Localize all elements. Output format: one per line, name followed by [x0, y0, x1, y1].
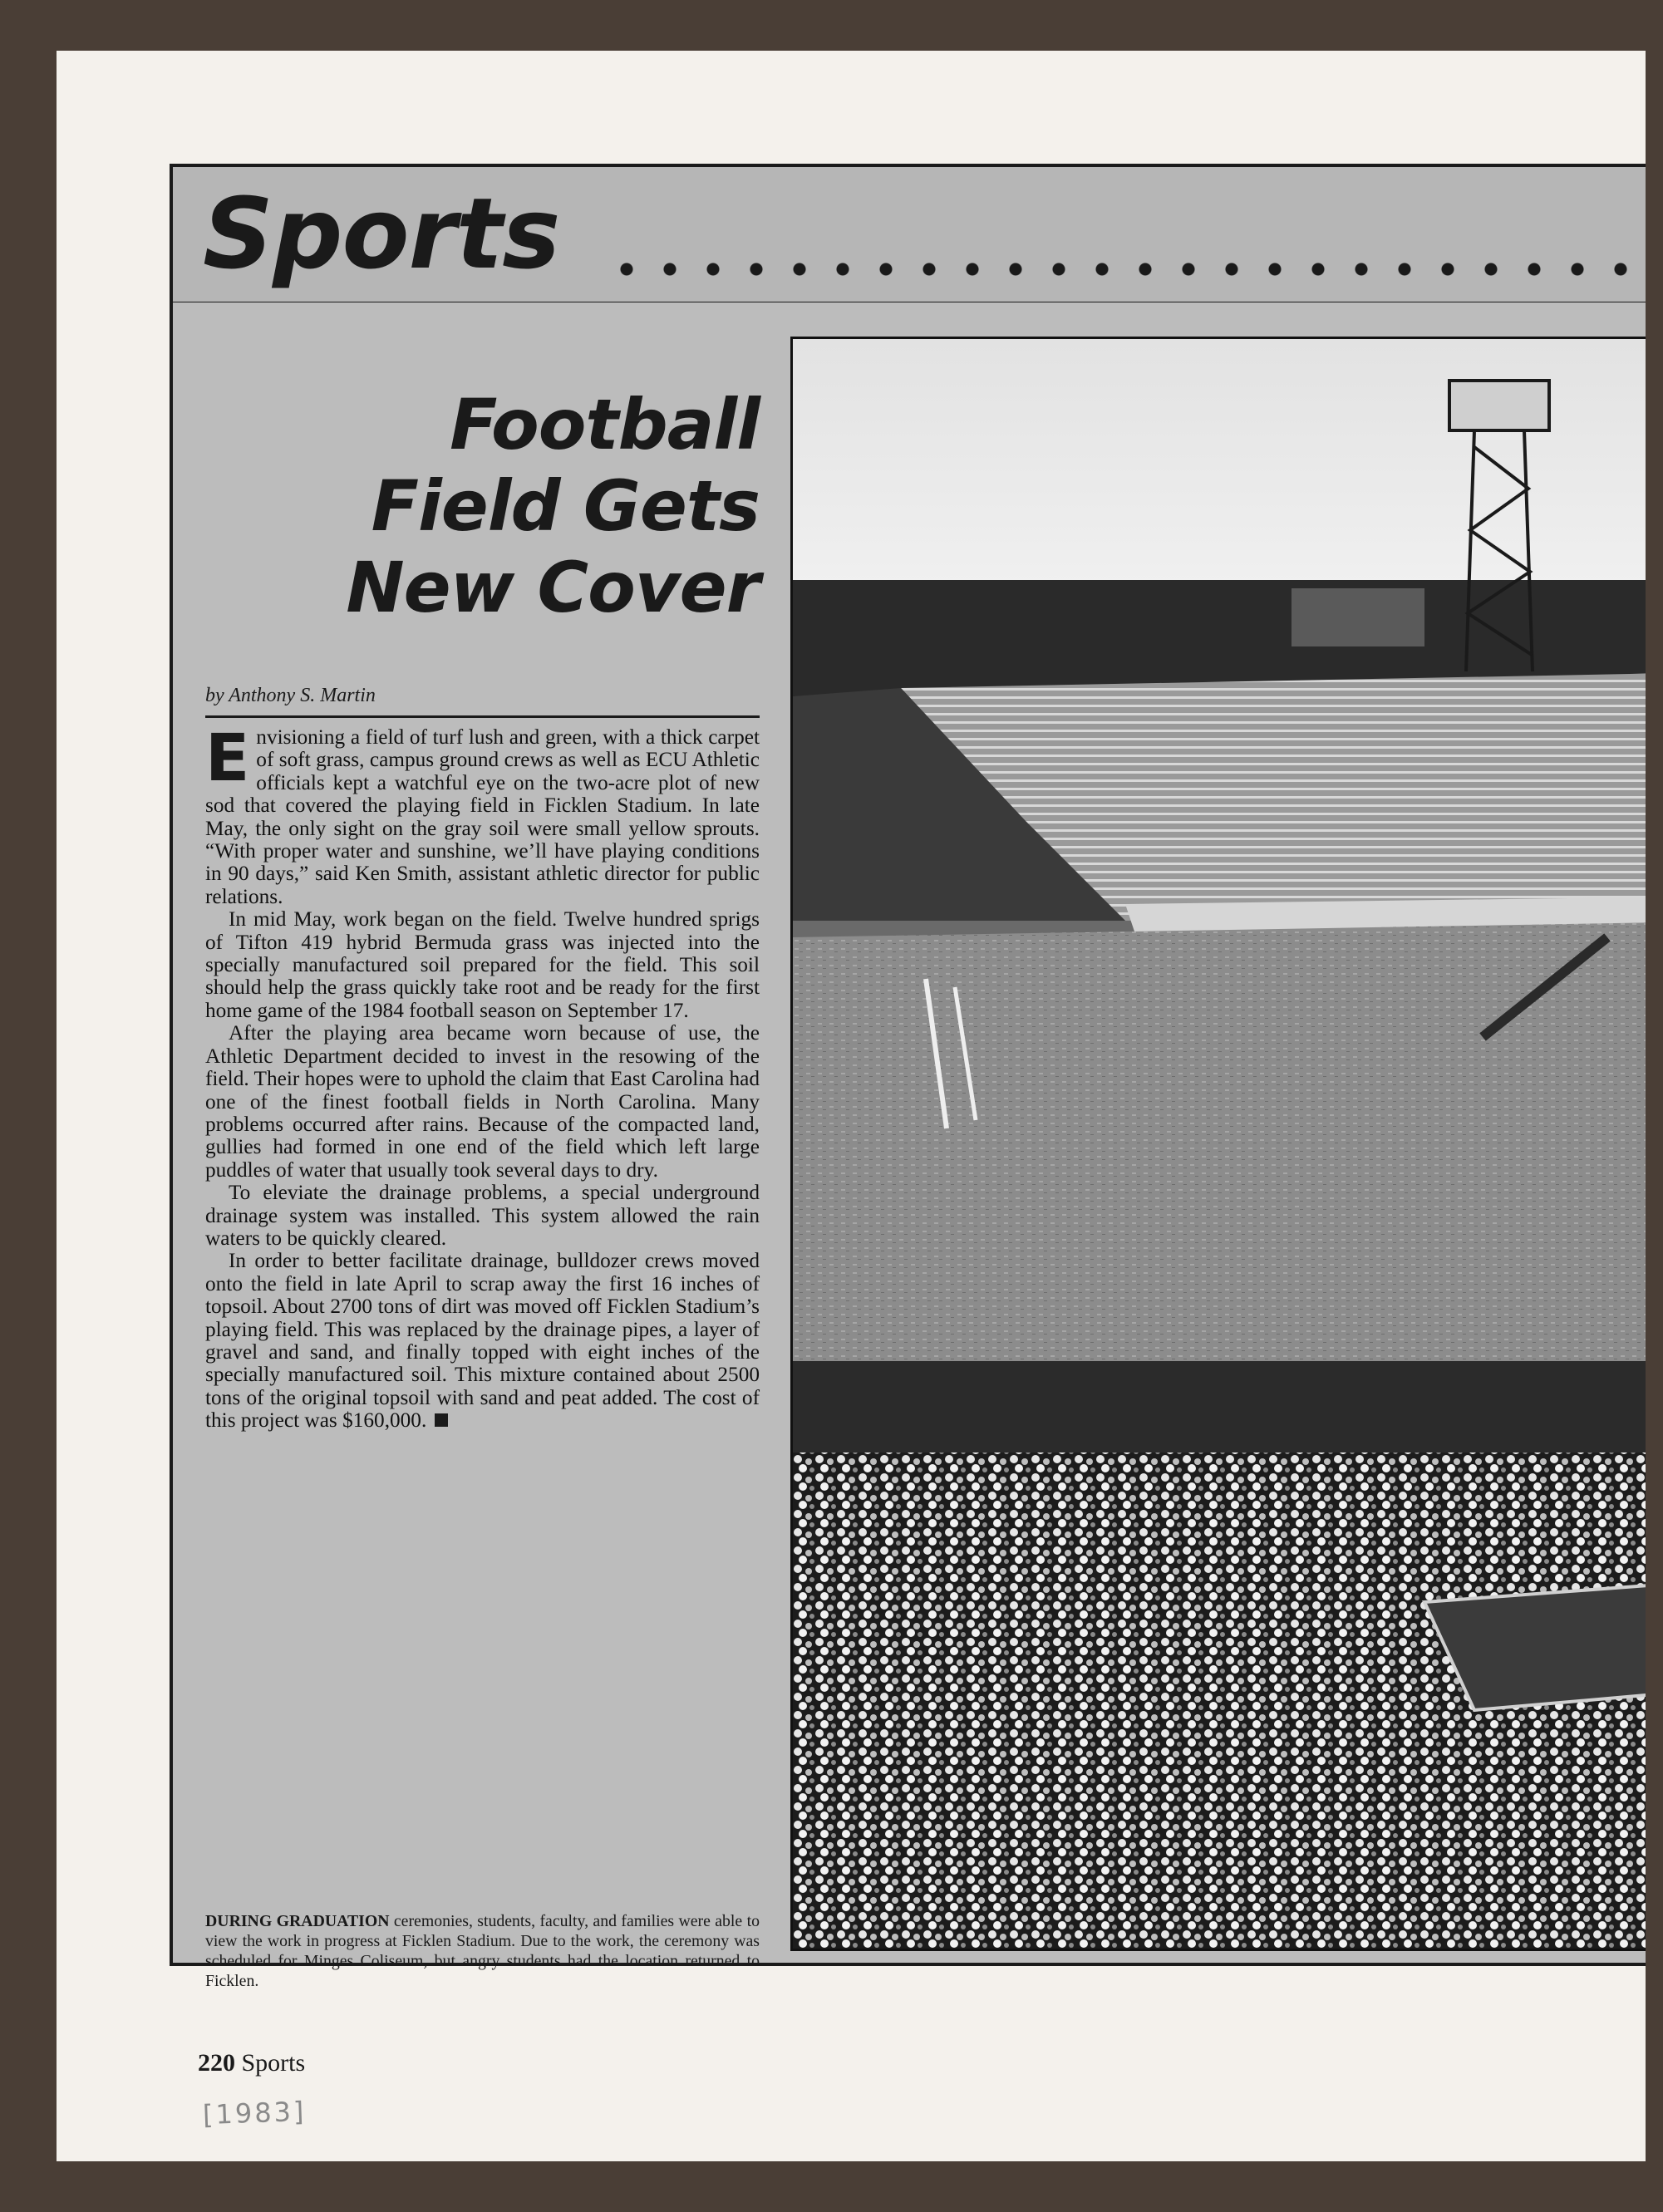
drop-cap: E — [205, 721, 250, 796]
article-headline — [173, 384, 760, 628]
page-folio — [198, 2049, 305, 2077]
distant-building — [1292, 588, 1424, 646]
stadium-photo-illustration — [793, 339, 1646, 1949]
section-title: Sports — [203, 176, 560, 291]
page-number: 220 — [198, 2049, 235, 2077]
photo-caption — [205, 1911, 760, 1991]
handwritten-year-note: [1983] — [202, 2095, 308, 2131]
headline-line-2: Field Gets — [371, 465, 760, 547]
paragraph-5: In order to better facilitate drainage, bulldozer crews moved onto the field in late April to scrap away the first 16 inches of topsoil. About 2700 tons of dirt was moved off Ficklen Stadium’s playing field. This was replaced by the drainage pipes, a layer of gravel and sand, and finally topped with eight inches of the specially manufactured soil. This mixture contained about 2500 tons of the original topsoil with sand and peat added. The cost of this project was $160,000. — [205, 1249, 760, 1433]
article-byline: by Anthony S. Martin — [205, 685, 760, 718]
sky — [793, 339, 1646, 588]
headline-line-1: Football — [450, 384, 760, 465]
caption-lead: DURING GRADUATION — [205, 1912, 390, 1930]
stadium-photo — [790, 337, 1646, 1951]
article-panel — [170, 302, 1646, 1990]
article-body — [205, 721, 760, 1433]
paragraph-2: In mid May, work began on the field. Twelve hundred sprigs of Tifton 419 hybrid Bermuda grass was injected into the specially manufactured soil prepared for the field. This soil should help the grass quickly take root and be ready for the first home game of the 1984 football season on September 17. — [205, 907, 760, 1022]
field-edge-shadow — [793, 1361, 1646, 1461]
banner-dot-leader — [605, 257, 1646, 282]
end-mark — [435, 1413, 448, 1427]
magazine-page — [57, 51, 1646, 2161]
caption-text: ceremonies, students, faculty, and families were able to view the work in progress at Ficklen Stadium. Due to the work, the ceremony was scheduled for Minges Coliseum, but angry students had the location returned to Ficklen. — [205, 1912, 760, 1990]
paragraph-3: After the playing area became worn because of use, the Athletic Department decided to invest in the resowing of the field. Their hopes were to uphold the claim that East Carolina had one of the finest football fields in North Carolina. Many problems occurred after rains. Because of the compacted land, gullies had formed in one end of the field which left large puddles of water that usually took several days to dry. — [205, 1021, 760, 1182]
playing-field — [793, 921, 1646, 1394]
folio-section: Sports — [241, 2049, 306, 2077]
headline-line-3: New Cover — [346, 547, 760, 628]
paragraph-1: Envisioning a field of turf lush and green, with a thick carpet of soft grass, campus ground crews as well as ECU Athletic officials kept a watchful eye on the two-acre plot of new sod that covered the playing field in Ficklen Stadium. In late May, the only sight on the gray soil were small yellow sprouts. “With proper water and sunshine, we’ll have playing conditions in 90 days,” said Ken Smith, assistant athletic director for public relations. — [205, 721, 760, 908]
paragraph-4: To eleviate the drainage problems, a special underground drainage system was installed. This system allowed the rain waters to be quickly cleared. — [205, 1181, 760, 1250]
section-banner — [170, 164, 1646, 305]
